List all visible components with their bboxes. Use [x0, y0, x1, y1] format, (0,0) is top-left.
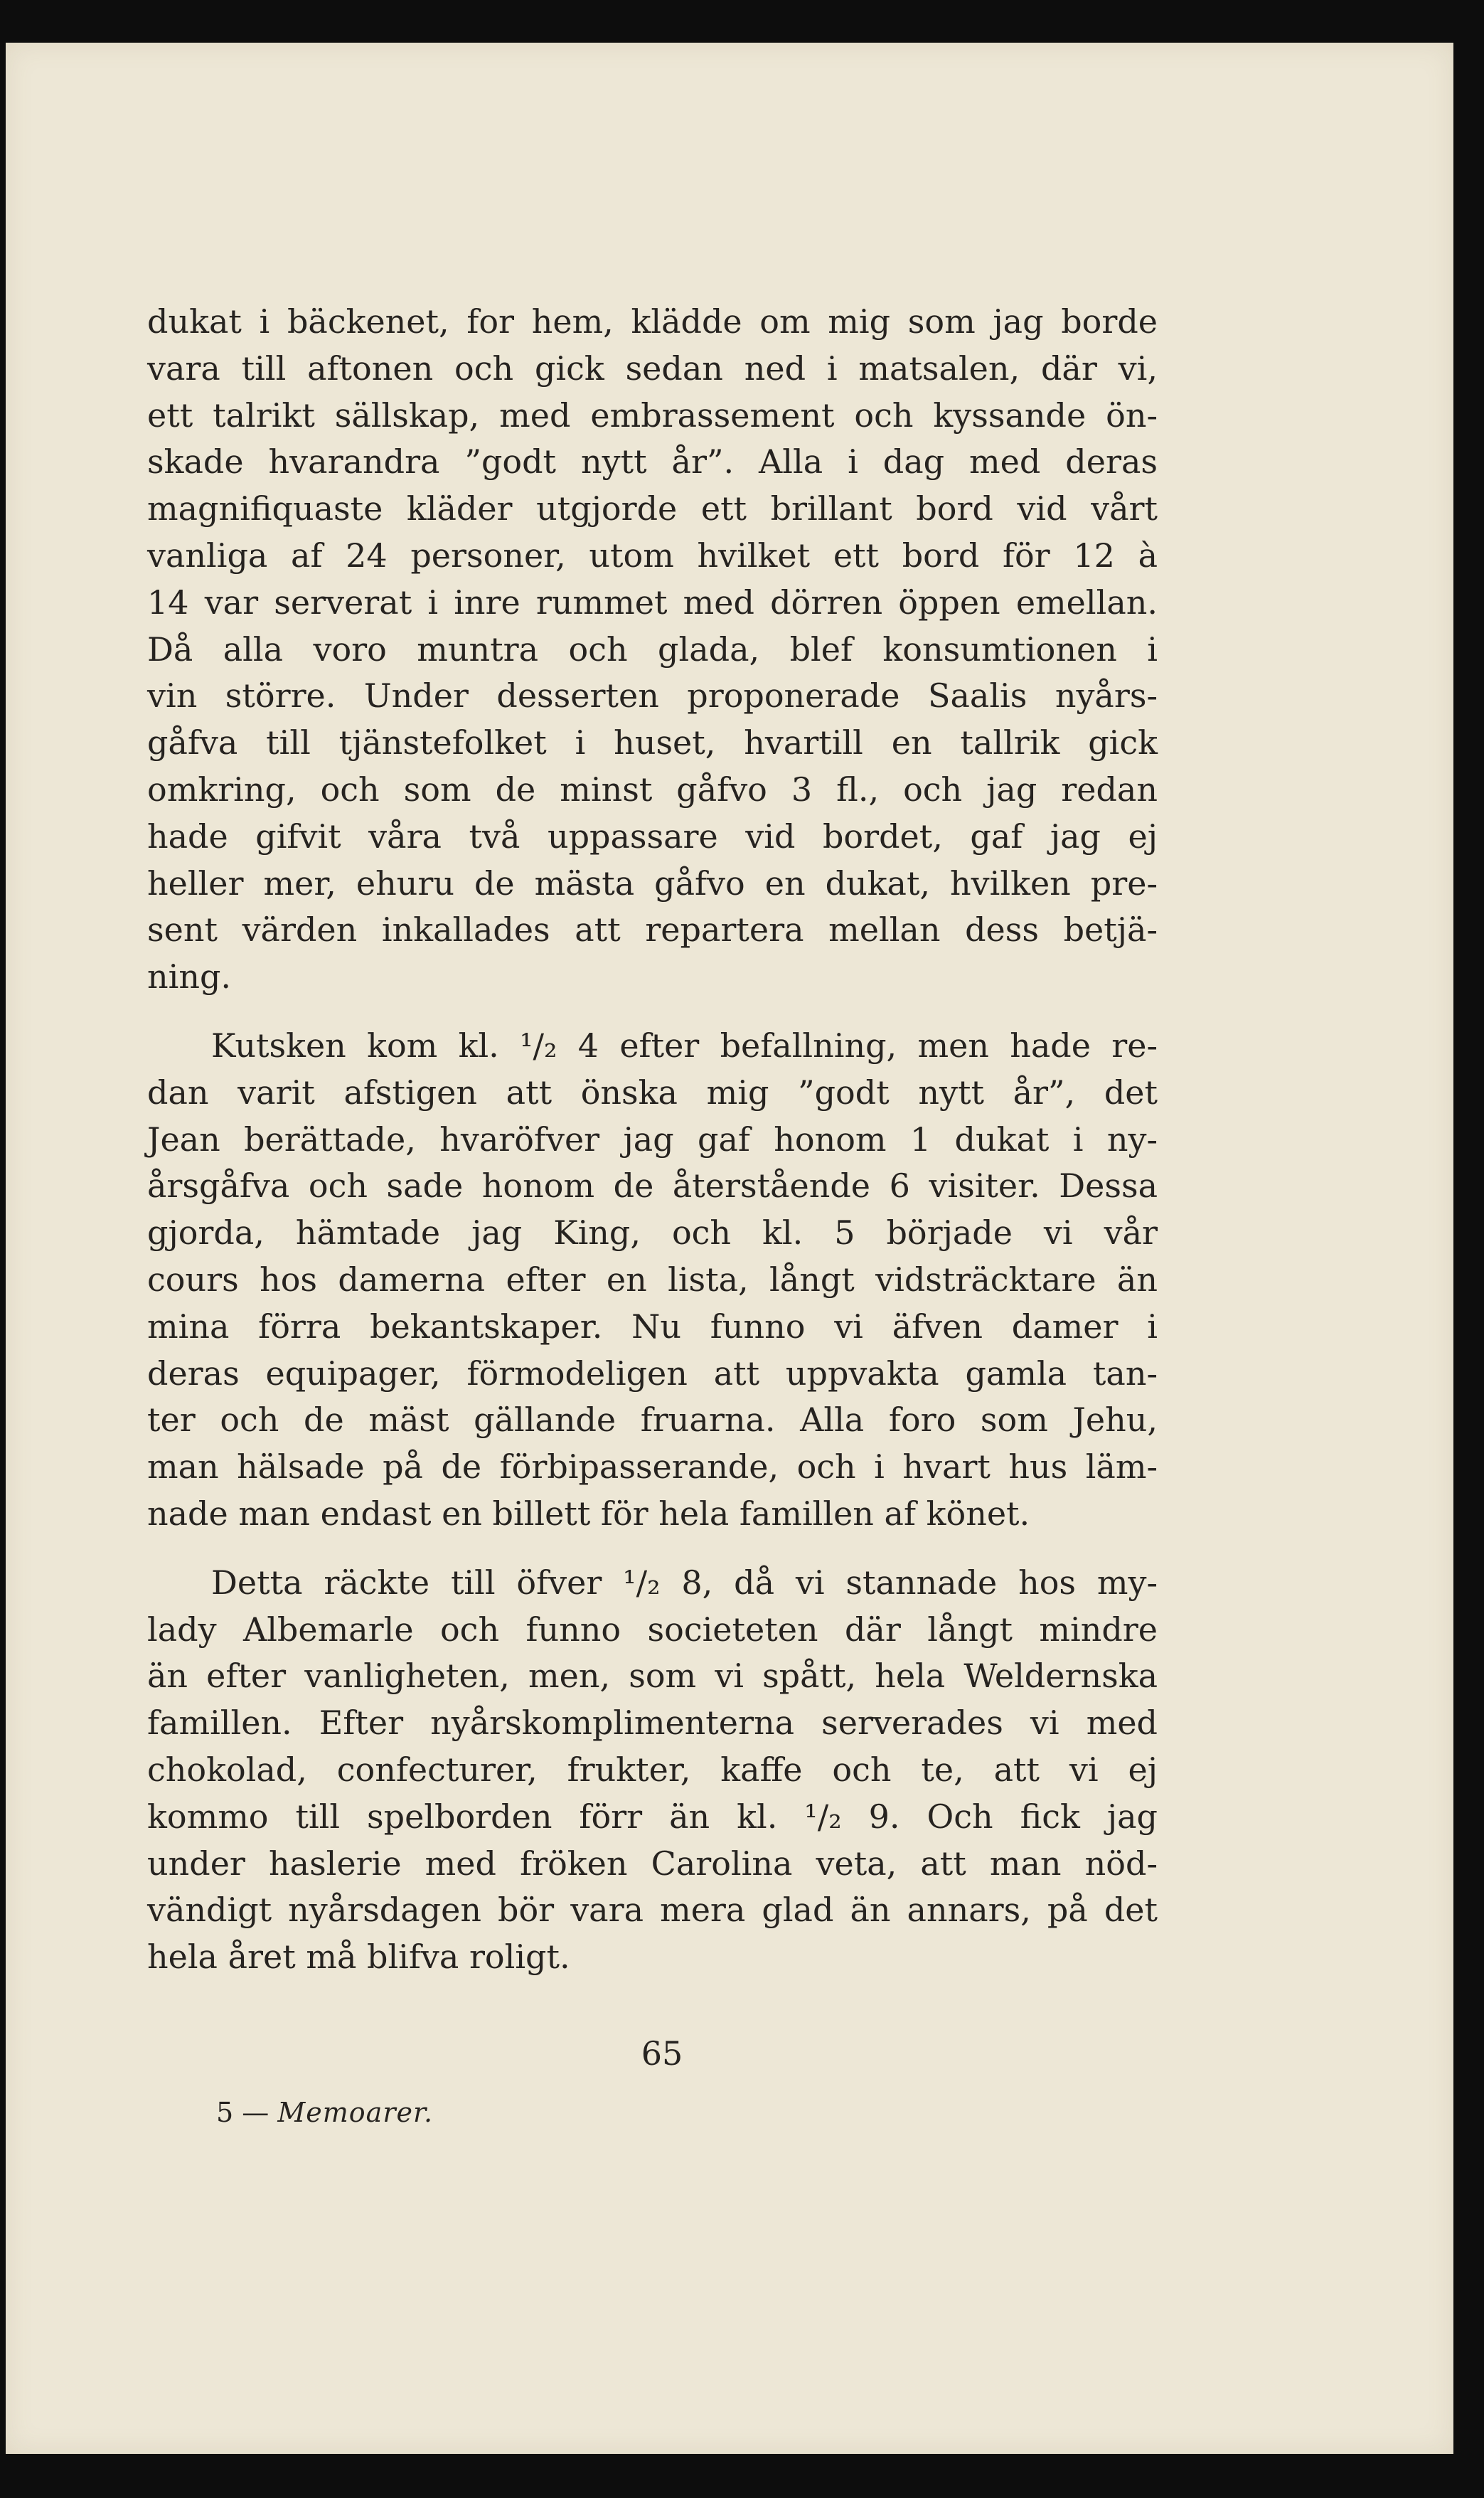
- paragraph: [147, 1023, 1158, 1538]
- text-line: magnifiquaste kläder utgjorde ett brillant bord vid vårt: [147, 489, 1158, 528]
- text-line: dukat i bäckenet, for hem, klädde om mig som jag borde: [147, 302, 1158, 341]
- text-line: ning.: [147, 957, 232, 996]
- paragraph-gap: [147, 1538, 1158, 1560]
- paragraph: [147, 1560, 1158, 1981]
- text-line: ter och de mäst gällande fruarna. Alla foro som Jehu,: [147, 1401, 1158, 1440]
- text-line: vara till aftonen och gick sedan ned i matsalen, där vi,: [147, 349, 1158, 388]
- page-number: 65: [641, 2034, 683, 2073]
- text-line: än efter vanligheten, men, som vi spått, hela Weldernska: [147, 1657, 1158, 1696]
- text-line: heller mer, ehuru de mästa gåfvo en dukat, hvilken pre-: [147, 863, 1158, 903]
- text-line: årsgåfva och sade honom de återstående 6 visiter. Dessa: [147, 1166, 1158, 1206]
- text-line: cours hos damerna efter en lista, långt vidsträcktare än: [147, 1260, 1158, 1299]
- text-line: gjorda, hämtade jag King, och kl. 5 började vi vår: [147, 1213, 1158, 1253]
- paragraph: [147, 299, 1158, 1001]
- text-line: vanliga af 24 personer, utom hvilket ett bord för 12 à: [147, 536, 1158, 575]
- body-text: [147, 299, 1158, 1981]
- signature-title: Memoarer.: [277, 2097, 434, 2128]
- book-page: [6, 43, 1453, 2454]
- text-line: Kutsken kom kl. ¹/₂ 4 efter befallning, men hade re-: [211, 1026, 1158, 1065]
- text-line: vin större. Under desserten proponerade Saalis nyårs-: [147, 676, 1158, 716]
- text-line: Då alla voro muntra och glada, blef konsumtionen i: [147, 629, 1158, 669]
- text-line: under haslerie med fröken Carolina veta, att man nöd-: [147, 1844, 1158, 1883]
- text-line: Jean berättade, hvaröfver jag gaf honom 1 dukat i ny-: [147, 1120, 1158, 1159]
- text-line: sent värden inkallades att repartera mellan dess betjä-: [147, 910, 1158, 950]
- text-line: hela året må blifva roligt.: [147, 1938, 570, 1977]
- paragraph-gap: [147, 1001, 1158, 1023]
- text-line: deras equipager, förmodeligen att uppvakta gamla tan-: [147, 1354, 1158, 1393]
- text-line: gåfva till tjänstefolket i huset, hvartill en tallrik gick: [147, 723, 1158, 762]
- text-line: mina förra bekantskaper. Nu funno vi äfven damer i: [147, 1307, 1158, 1346]
- text-line: 14 var serverat i inre rummet med dörren öppen emellan.: [147, 583, 1158, 622]
- text-line: chokolad, confecturer, frukter, kaffe och te, att vi ej: [147, 1750, 1158, 1789]
- text-line: lady Albemarle och funno societeten där långt mindre: [147, 1610, 1158, 1649]
- text-line: omkring, och som de minst gåfvo 3 fl., och jag redan: [147, 770, 1158, 809]
- text-line: man hälsade på de förbipasserande, och i hvart hus läm-: [147, 1447, 1158, 1487]
- text-line: nade man endast en billett för hela famillen af könet.: [147, 1494, 1030, 1533]
- text-line: kommo till spelborden förr än kl. ¹/₂ 9. Och fick jag: [147, 1797, 1158, 1836]
- text-line: dan varit afstigen att önska mig ”godt nytt år”, det: [147, 1073, 1158, 1112]
- text-line: vändigt nyårsdagen bör vara mera glad än annars, på det: [147, 1891, 1158, 1930]
- text-line: skade hvarandra ”godt nytt år”. Alla i dag med deras: [147, 442, 1158, 482]
- signature-number: 5 —: [216, 2097, 269, 2128]
- printer-signature: [216, 2097, 433, 2128]
- text-line: famillen. Efter nyårskomplimenterna serverades vi med: [147, 1704, 1158, 1743]
- text-line: hade gifvit våra två uppassare vid bordet, gaf jag ej: [147, 817, 1158, 856]
- text-line: ett talrikt sällskap, med embrassement och kyssande ön-: [147, 395, 1158, 435]
- text-line: Detta räckte till öfver ¹/₂ 8, då vi stannade hos my-: [211, 1563, 1158, 1602]
